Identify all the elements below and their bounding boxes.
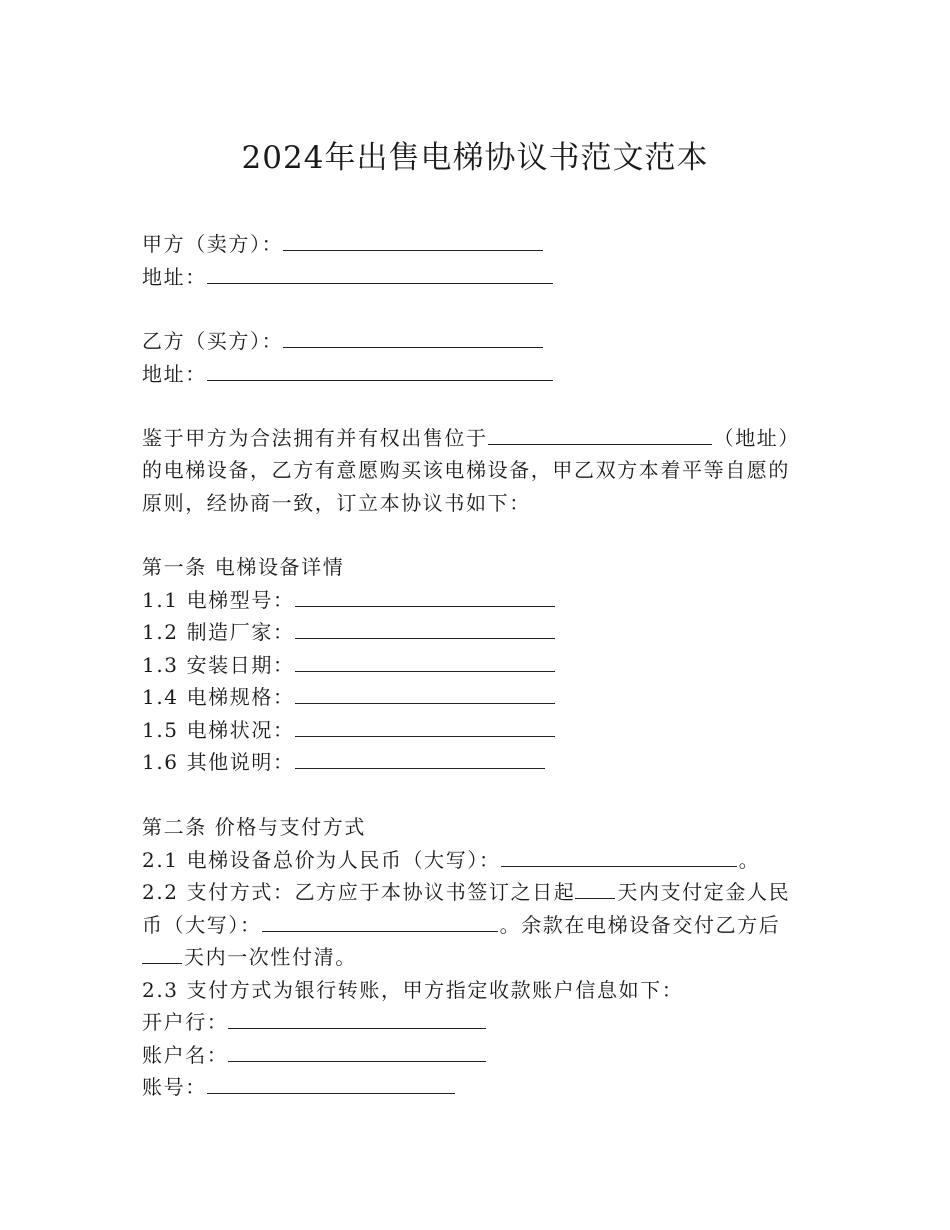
total-price-blank (501, 846, 737, 867)
bank-line (142, 1008, 488, 1036)
item-label: 1.1 电梯型号： (142, 588, 295, 612)
intro-line-2: 的电梯设备，乙方有意愿购买该电梯设备，甲乙双方本着平等自愿的 (142, 458, 790, 482)
party-b-line (142, 327, 545, 355)
account-name-label: 账户名： (142, 1043, 229, 1067)
item-blank (295, 618, 555, 639)
account-name-blank (228, 1041, 486, 1062)
party-b-address-blank (207, 360, 553, 381)
article-1-item (142, 716, 557, 744)
article-1-item (142, 586, 557, 614)
party-a-blank (283, 230, 543, 251)
period-mark: 。 (738, 848, 761, 872)
party-b-address-label: 地址： (142, 362, 207, 386)
party-b-label: 乙方（买方）： (142, 329, 284, 353)
article-2-1-line (142, 846, 760, 874)
party-a-address-blank (207, 263, 553, 284)
item-blank (295, 586, 555, 607)
account-number-label: 账号： (142, 1075, 207, 1099)
intro-text-1b: （地址） (713, 426, 801, 450)
article-2-title: 第二条 价格与支付方式 (142, 815, 366, 839)
location-blank (488, 424, 712, 445)
party-a-label: 甲方（卖方）： (142, 232, 284, 256)
article-1-item (142, 651, 557, 679)
article-1-item (142, 683, 557, 711)
article-2-2-line-2 (142, 911, 780, 939)
item-blank (295, 651, 555, 672)
item-label: 1.3 安装日期： (142, 653, 295, 677)
account-name-line (142, 1041, 488, 1069)
payment-text-d: 。余款在电梯设备交付乙方后 (499, 913, 781, 937)
article-1-item (142, 748, 547, 776)
item-blank (295, 683, 555, 704)
party-b-address-line (142, 360, 555, 388)
item-blank (295, 716, 555, 737)
total-price-label: 2.1 电梯设备总价为人民币（大写）： (142, 848, 501, 872)
intro-line-1 (142, 424, 800, 452)
party-b-blank (283, 327, 543, 348)
intro-line-3: 原则，经协商一致，订立本协议书如下： (142, 491, 531, 515)
party-a-address-label: 地址： (142, 265, 207, 289)
payment-text-c: 币（大写）： (142, 913, 262, 937)
account-number-blank (207, 1073, 455, 1094)
article-2-3-line: 2.3 支付方式为银行转账，甲方指定收款账户信息如下： (142, 978, 684, 1002)
deposit-amount-blank (262, 911, 498, 932)
item-label: 1.5 电梯状况： (142, 718, 295, 742)
item-label: 1.2 制造厂家： (142, 620, 295, 644)
payment-text-e: 天内一次性付清。 (184, 945, 357, 969)
balance-days-blank (142, 943, 182, 964)
payment-text-a: 2.2 支付方式：乙方应于本协议书签订之日起 (142, 880, 576, 904)
intro-text-1a: 鉴于甲方为合法拥有并有权出售位于 (142, 426, 488, 450)
article-1-item (142, 618, 557, 646)
account-number-line (142, 1073, 457, 1101)
item-label: 1.4 电梯规格： (142, 685, 295, 709)
article-1-title: 第一条 电梯设备详情 (142, 555, 345, 579)
party-a-line (142, 230, 545, 258)
document-title: 2024年出售电梯协议书范文范本 (241, 140, 709, 176)
deposit-days-blank (575, 878, 615, 899)
item-label: 1.6 其他说明： (142, 750, 295, 774)
article-2-2-line-3 (142, 943, 357, 971)
party-a-address-line (142, 263, 555, 291)
payment-text-b: 天内支付定金人民 (617, 880, 791, 904)
bank-label: 开户行： (142, 1010, 229, 1034)
item-blank (295, 748, 545, 769)
article-2-2-line-1 (142, 878, 790, 906)
bank-blank (228, 1008, 486, 1029)
